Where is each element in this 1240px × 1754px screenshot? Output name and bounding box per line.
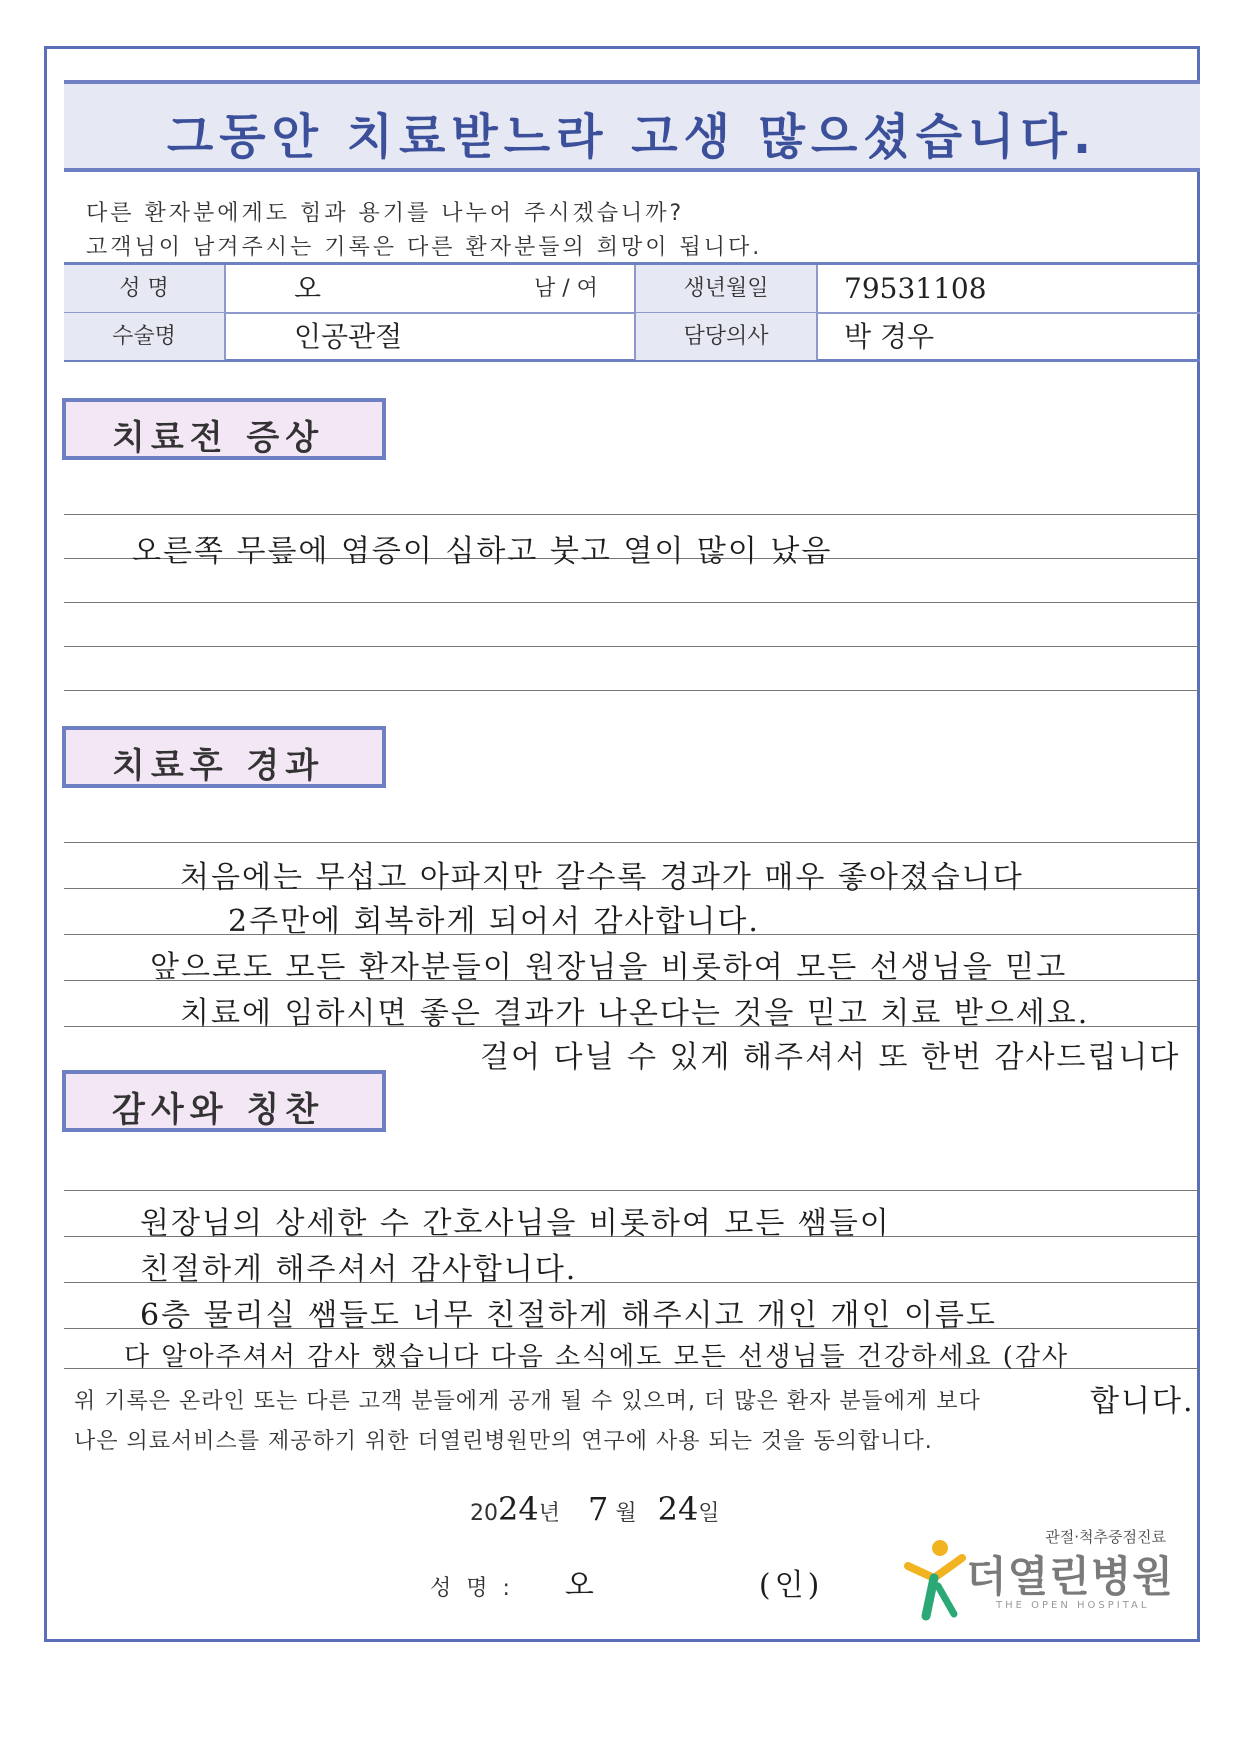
- info-row-1: [64, 265, 1200, 314]
- date-year: 24: [498, 1490, 539, 1528]
- birth-value: 79531108: [844, 272, 987, 305]
- name-label: 성 명: [64, 265, 226, 312]
- after-result-title: 치료후 경과: [112, 746, 325, 786]
- signature-field: [430, 1560, 823, 1604]
- consent-line-2: 나은 의료서비스를 제공하기 위한 더열린병원만의 연구에 사용 되는 것을 동의합니다.: [74, 1429, 933, 1454]
- after-text-line: 치료에 임하시면 좋은 결과가 나온다는 것을 믿고 치료 받으세요.: [180, 996, 1090, 1031]
- before-text-line: 오른쪽 무릎에 염증이 심하고 붓고 열이 많이 났음: [132, 534, 833, 569]
- info-row-2: [64, 313, 1200, 360]
- after-text-line: 걸어 다닐 수 있게 해주셔서 또 한번 감사드립니다: [480, 1040, 1181, 1075]
- birth-label: 생년월일: [634, 265, 818, 312]
- page-title: 그동안 치료받느라 고생 많으셨습니다.: [166, 109, 1098, 165]
- date-day: 24: [657, 1490, 699, 1528]
- intro-line-1: 다른 환자분에게도 힘과 용기를 나누어 주시겠습니까?: [86, 201, 685, 226]
- intro-line-2: 고객님이 남겨주시는 기록은 다른 환자분들의 희망이 됩니다.: [86, 235, 763, 260]
- before-symptoms-title: 치료전 증상: [112, 418, 325, 458]
- date-field: [470, 1490, 720, 1528]
- consent-line-1: 위 기록은 온라인 또는 다른 고객 분들에게 공개 될 수 있으며, 더 많은 환자 분들에게 보다: [74, 1389, 981, 1414]
- date-day-unit: 일: [698, 1501, 720, 1526]
- logo-subtitle: THE OPEN HOSPITAL: [996, 1600, 1150, 1611]
- ruled-line: [64, 514, 1200, 515]
- after-text-line: 앞으로도 모든 환자분들이 원장님을 비롯하여 모든 선생님을 믿고: [150, 950, 1068, 985]
- ruled-line: [64, 1190, 1200, 1191]
- patient-info-table: [64, 262, 1200, 362]
- hospital-logo: [904, 1526, 1184, 1626]
- signature-seal: (인): [758, 1568, 824, 1603]
- thanks-praise-heading: [62, 1070, 386, 1132]
- date-month-unit: 월: [615, 1501, 637, 1526]
- date-year-prefix: 20: [470, 1501, 498, 1526]
- surgery-label: 수술명: [64, 313, 226, 360]
- person-mark-icon: [904, 1536, 966, 1626]
- thanks-text-line: 6층 물리실 쌤들도 너무 친절하게 해주시고 개인 개인 이름도: [140, 1298, 997, 1333]
- doctor-value: 박 경우: [844, 320, 935, 353]
- gender-field: 남 / 여: [534, 276, 598, 301]
- title-banner: [64, 80, 1200, 172]
- thanks-text-line: 합니다.: [1090, 1384, 1195, 1419]
- thanks-text-line: 원장님의 상세한 수 간호사님을 비롯하여 모든 쌤들이: [140, 1206, 891, 1241]
- signature-value: 오: [564, 1568, 598, 1603]
- doctor-label: 담당의사: [634, 313, 818, 360]
- ruled-line: [64, 602, 1200, 603]
- before-symptoms-heading: [62, 398, 386, 460]
- thanks-praise-title: 감사와 칭찬: [112, 1090, 325, 1130]
- ruled-line: [64, 646, 1200, 647]
- after-text-line: 처음에는 무섭고 아파지만 갈수록 경과가 매우 좋아졌습니다: [180, 860, 1024, 895]
- logo-name: 더열린병원: [966, 1552, 1174, 1601]
- signature-label: 성 명 :: [430, 1576, 514, 1601]
- date-year-unit: 년: [538, 1501, 560, 1526]
- name-value: 오: [294, 272, 322, 305]
- surgery-value: 인공관절: [294, 320, 403, 353]
- logo-tagline: 관절·척추중점진료: [1045, 1528, 1166, 1546]
- after-result-heading: [62, 726, 386, 788]
- thanks-text-line: 친절하게 해주셔서 감사합니다.: [140, 1252, 578, 1287]
- after-text-line: 2주만에 회복하게 되어서 감사합니다.: [228, 904, 760, 939]
- date-month: 7: [587, 1490, 609, 1528]
- ruled-line: [64, 842, 1200, 843]
- thanks-text-line: 다 알아주셔서 감사 했습니다 다음 소식에도 모든 선생님들 건강하세요 (감사: [124, 1342, 1070, 1372]
- ruled-line: [64, 690, 1200, 691]
